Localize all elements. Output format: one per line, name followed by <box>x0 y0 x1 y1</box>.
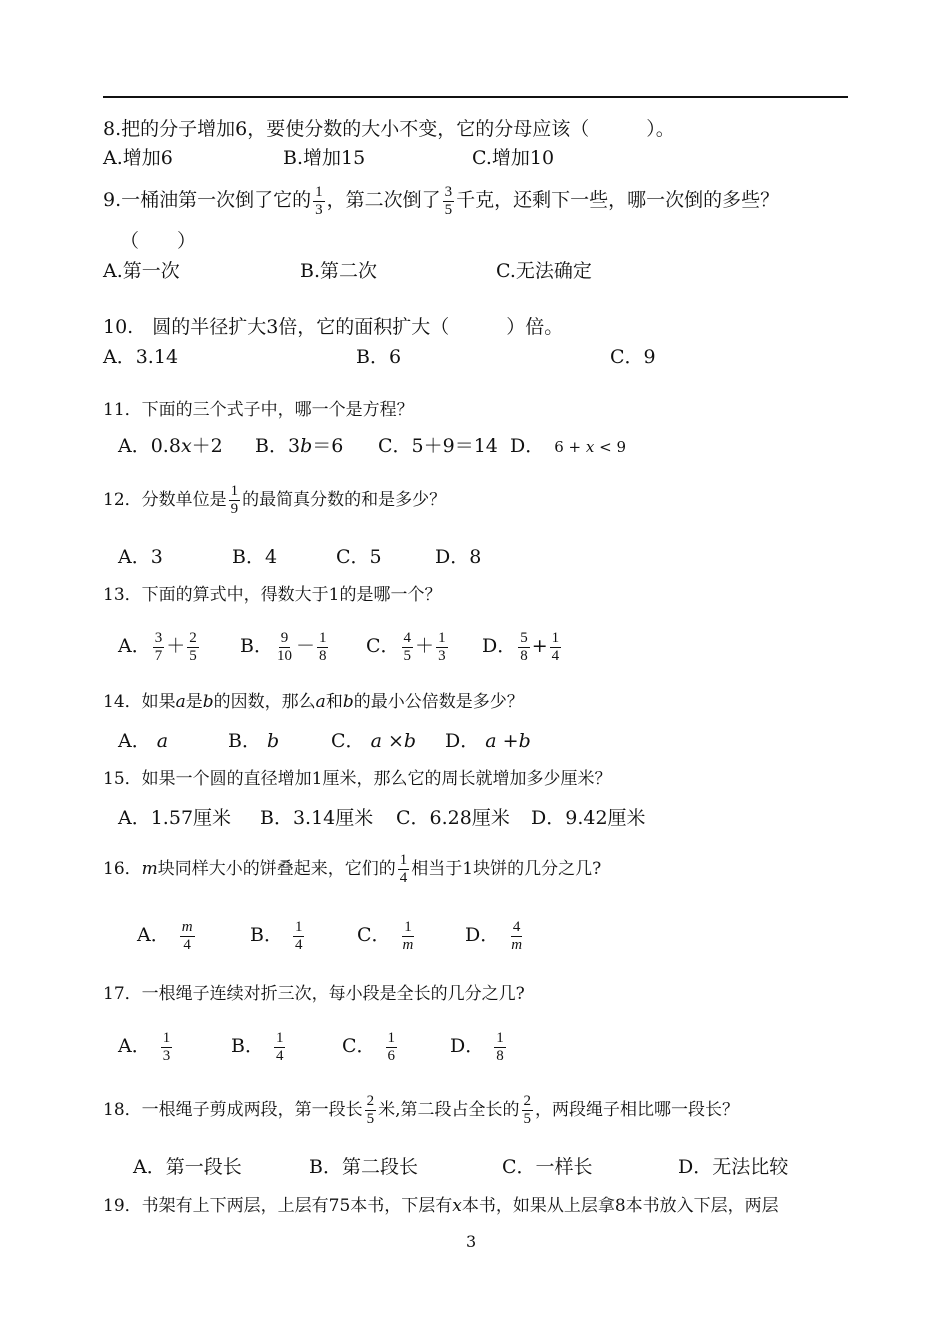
question-16-option-d: D． $\frac{4}{m}$ <box>465 918 523 953</box>
question-13-option-b: B． $\frac{9}{10}$ － $\frac{1}{8}$ <box>240 629 327 664</box>
question-15-option-d: D．9.42厘米 <box>531 807 646 829</box>
question-15-option-c: C．6.28厘米 <box>396 807 510 829</box>
fraction: $\frac{1}{6}$ <box>387 1029 396 1064</box>
question-11-stem: 11．下面的三个式子中，哪一个是方程？ <box>103 400 414 420</box>
fraction: $\frac{m}{4}$ <box>181 918 193 953</box>
question-14-option-a: A． a <box>118 730 169 752</box>
fraction: $\frac{1}{3}$ <box>438 629 446 664</box>
question-12-stem: 12．分数单位是 $\frac{1}{9}$ 的最简真分数的和是多少？ <box>103 483 447 517</box>
question-9-answer-paren: （ ） <box>120 230 197 252</box>
question-16-option-b: B． $\frac{1}{4}$ <box>250 918 303 953</box>
question-10-option-a: A．3.14 <box>103 346 179 368</box>
question-15-option-b: B．3.14厘米 <box>260 807 374 829</box>
question-12-option-a: A．3 <box>118 546 163 568</box>
fraction: $\frac{4}{5}$ <box>403 629 412 664</box>
question-10-stem: 10. 圆的半径扩大3倍，它的面积扩大（ ）倍。 <box>103 316 564 338</box>
question-12-option-c: C．5 <box>336 546 382 568</box>
question-13-option-d: D． $\frac{5}{8}$ + $\frac{1}{4}$ <box>482 629 560 664</box>
question-16-option-a: A． $\frac{m}{4}$ <box>137 918 193 953</box>
fraction: $\frac{1}{4}$ <box>399 852 408 886</box>
fraction: $\frac{9}{10}$ <box>276 629 292 664</box>
fraction: $\frac{2}{5}$ <box>189 629 197 664</box>
question-13-stem: 13．下面的算式中，得数大于1的是哪一个？ <box>103 585 442 605</box>
page-number: 3 <box>466 1232 477 1251</box>
fraction: $\frac{1}{8}$ <box>318 629 327 664</box>
question-17-option-d: D． $\frac{1}{8}$ <box>450 1029 504 1064</box>
fraction: $\frac{2}{5}$ <box>523 1093 532 1127</box>
header-rule <box>103 96 848 98</box>
question-10-option-c: C．9 <box>610 346 656 368</box>
question-18-stem: 18．一根绳子剪成两段，第一段长 $\frac{2}{5}$ 米,第二段占全长的 $\frac{2}{5}$ ，两段绳子相比哪一段长？ <box>103 1093 740 1127</box>
fraction: $\frac{3}{7}$ <box>154 629 163 664</box>
question-12-option-d: D．8 <box>435 546 482 568</box>
question-9-option-c: C.无法确定 <box>496 260 592 282</box>
fraction: $\frac{1}{4}$ <box>275 1029 284 1064</box>
question-9-option-b: B.第二次 <box>300 260 378 282</box>
question-8-option-a: A.增加6 <box>103 147 173 169</box>
question-11-option-b: B．3b＝6 <box>255 435 344 457</box>
fraction: $\frac{3}{5}$ <box>444 183 453 218</box>
question-17-stem: 17．一根绳子连续对折三次，每小段是全长的几分之几? <box>103 984 525 1004</box>
fraction: $\frac{1}{4}$ <box>551 629 560 664</box>
question-17-option-c: C． $\frac{1}{6}$ <box>342 1029 396 1064</box>
question-19-stem: 19．书架有上下两层，上层有75本书，下层有x本书，如果从上层拿8本书放入下层，两层 <box>103 1196 779 1216</box>
question-9-stem: 9.一桶油第一次倒了它的 $\frac{1}{3}$ ，第二次倒了 $\frac{3}{5}$ 千克，还剩下一些，哪一次倒的多些？ <box>103 183 780 218</box>
question-12-option-b: B．4 <box>232 546 278 568</box>
fraction: $\frac{1}{3}$ <box>315 183 323 218</box>
question-17-option-a: A． $\frac{1}{3}$ <box>118 1029 171 1064</box>
fraction: $\frac{1}{m}$ <box>402 918 414 953</box>
question-14-option-d: D． a +b <box>445 730 531 752</box>
fraction: $\frac{4}{m}$ <box>511 918 523 953</box>
question-15-option-a: A．1.57厘米 <box>118 807 232 829</box>
question-18-option-d: D．无法比较 <box>678 1156 789 1178</box>
question-11-option-c: C．5＋9＝14 <box>378 435 498 457</box>
question-11-option-d: D． 6 + x < 9 <box>510 435 627 457</box>
question-18-option-a: A．第一段长 <box>133 1156 242 1178</box>
question-16-stem: 16．m块同样大小的饼叠起来，它们的 $\frac{1}{4}$ 相当于1块饼的几分之几? <box>103 852 602 886</box>
fraction: $\frac{5}{8}$ <box>520 629 528 664</box>
question-11-option-a: A．0.8x＋2 <box>118 435 223 457</box>
question-18-option-b: B．第二段长 <box>309 1156 418 1178</box>
question-10-option-b: B．6 <box>356 346 402 368</box>
question-14-option-b: B． b <box>228 730 280 752</box>
question-14-stem: 14．如果a是b的因数，那么a和b的最小公倍数是多少？ <box>103 692 524 712</box>
question-8-option-c: C.增加10 <box>472 147 555 169</box>
fraction: $\frac{1}{8}$ <box>496 1029 504 1064</box>
question-16-option-c: C． $\frac{1}{m}$ <box>357 918 414 953</box>
question-14-option-c: C． a ×b <box>331 730 417 752</box>
fraction: $\frac{2}{5}$ <box>366 1093 375 1127</box>
question-9-option-a: A.第一次 <box>103 260 180 282</box>
question-13-option-c: C． $\frac{4}{5}$ ＋ $\frac{1}{3}$ <box>366 629 446 664</box>
question-8-option-b: B.增加15 <box>283 147 366 169</box>
question-13-option-a: A． $\frac{3}{7}$ ＋ $\frac{2}{5}$ <box>118 629 197 664</box>
fraction: $\frac{1}{4}$ <box>294 918 303 953</box>
question-8-stem: 8.把的分子增加6，要使分数的大小不变，它的分母应该（ ）。 <box>103 118 675 140</box>
question-17-option-b: B． $\frac{1}{4}$ <box>231 1029 284 1064</box>
question-15-stem: 15．如果一个圆的直径增加1厘米，那么它的周长就增加多少厘米？ <box>103 769 612 789</box>
fraction: $\frac{1}{9}$ <box>230 483 239 517</box>
fraction: $\frac{1}{3}$ <box>162 1029 171 1064</box>
question-18-option-c: C．一样长 <box>502 1156 593 1178</box>
